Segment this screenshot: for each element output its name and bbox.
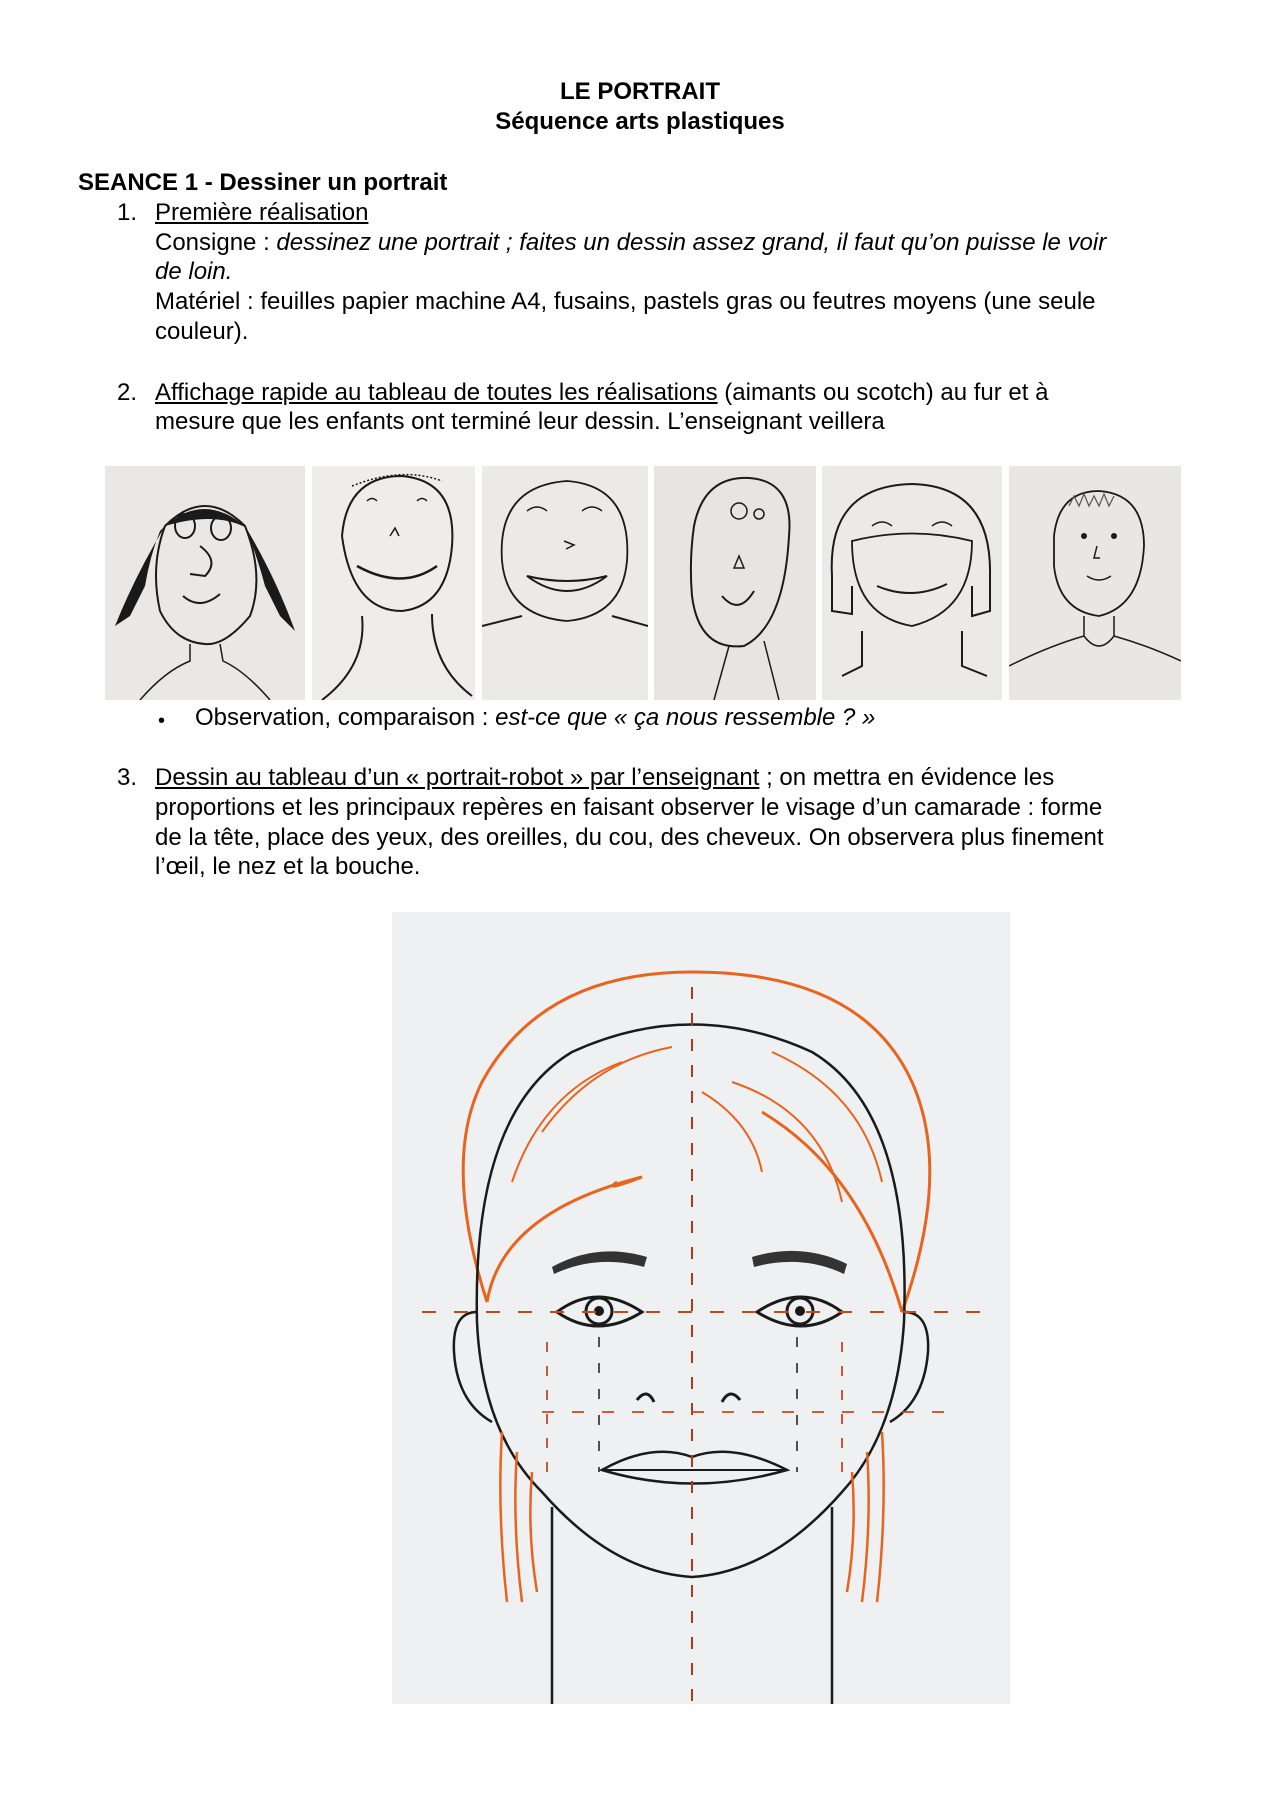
consigne-text-2: de loin. bbox=[155, 258, 233, 285]
portrait-robot-photo bbox=[392, 912, 1010, 1704]
child-portrait-photo-4 bbox=[654, 466, 816, 700]
item-1-title: Première réalisation bbox=[155, 199, 369, 226]
observation-line bbox=[195, 703, 875, 733]
child-portrait-photo-2 bbox=[312, 466, 475, 700]
observation-label: Observation, comparaison : bbox=[195, 704, 489, 731]
item-3-line-1-rest: ; on mettra en évidence les bbox=[766, 764, 1055, 791]
item-1-number: 1. bbox=[117, 199, 138, 226]
observation-text: est-ce que « ça nous ressemble ? » bbox=[495, 704, 876, 731]
item-3-title: Dessin au tableau d’un « portrait-robot » par l’enseignant bbox=[155, 764, 760, 791]
item-2-number: 2. bbox=[117, 379, 138, 406]
child-portrait-photo-1 bbox=[105, 466, 305, 700]
item-2-line-2: mesure que les enfants ont terminé leur dessin. L’enseignant veillera bbox=[155, 408, 885, 435]
materiel-line-1: Matériel : feuilles papier machine A4, fusains, pastels gras ou feutres moyens (une seule bbox=[155, 288, 1096, 315]
document-title: LE PORTRAIT bbox=[560, 78, 720, 105]
observation-bullet: • bbox=[158, 710, 166, 732]
item-1-consigne bbox=[155, 228, 1106, 258]
child-portrait-photo-6 bbox=[1009, 466, 1181, 700]
child-portrait-photo-3 bbox=[482, 466, 648, 700]
document-subtitle: Séquence arts plastiques bbox=[495, 108, 785, 135]
consigne-label: Consigne : bbox=[155, 229, 270, 256]
item-2-title: Affichage rapide au tableau de toutes les réalisations bbox=[155, 379, 718, 406]
item-3-line-4: l’œil, le nez et la bouche. bbox=[155, 853, 421, 880]
item-3-number: 3. bbox=[117, 764, 138, 791]
section-heading: SEANCE 1 - Dessiner un portrait bbox=[78, 169, 448, 196]
item-3-line-3: de la tête, place des yeux, des oreilles, du cou, des cheveux. On observera plus finement bbox=[155, 824, 1104, 851]
consigne-text-1: dessinez une portrait ; faites un dessin assez grand, il faut qu’on puisse le voir bbox=[276, 229, 1107, 256]
child-portrait-photo-5 bbox=[822, 466, 1002, 700]
item-2-line-1 bbox=[155, 378, 1048, 408]
item-3-line-1 bbox=[155, 763, 1054, 793]
materiel-line-2: couleur). bbox=[155, 318, 249, 345]
item-3-line-2: proportions et les principaux repères en faisant observer le visage d’un camarade : forme bbox=[155, 794, 1103, 821]
item-2-line-1-rest: (aimants ou scotch) au fur et à bbox=[724, 379, 1049, 406]
